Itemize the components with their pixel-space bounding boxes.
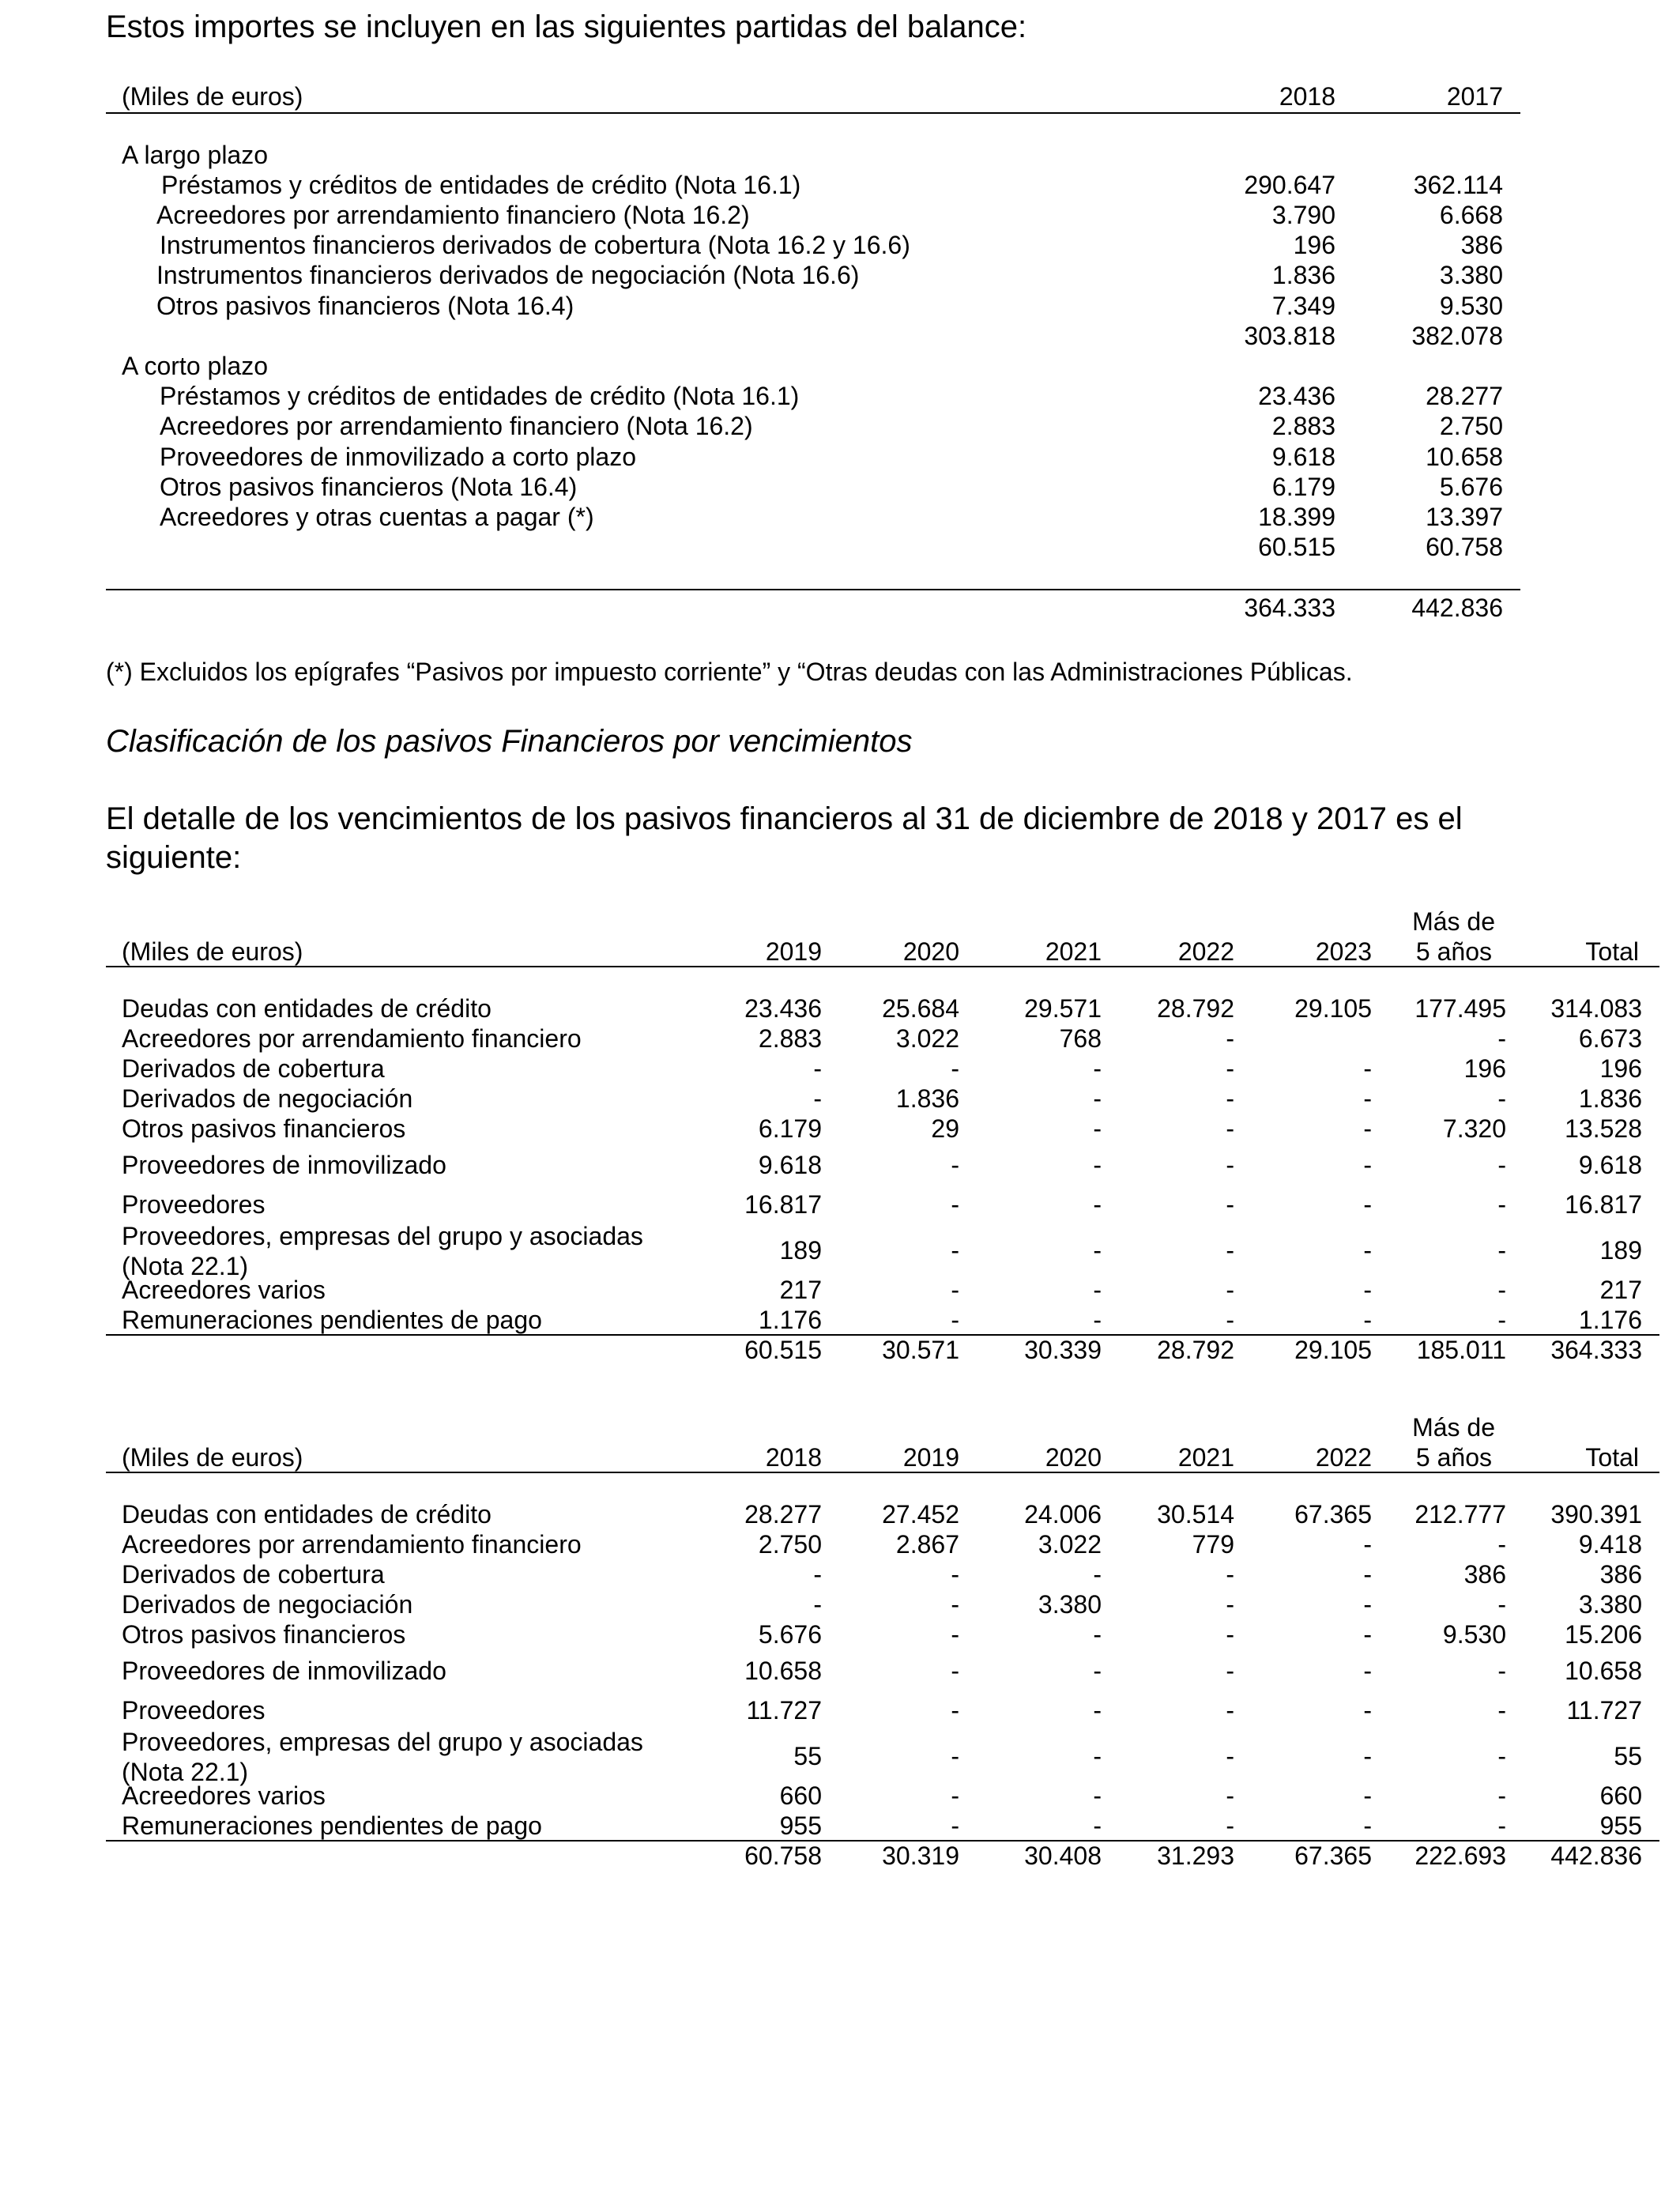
table-cell: 1.176 xyxy=(1578,1306,1642,1334)
value-2017: 6.668 xyxy=(1439,201,1503,229)
table-cell: 10.658 xyxy=(744,1657,822,1685)
table-cell: - xyxy=(951,1781,959,1810)
table-cell: - xyxy=(1363,1054,1372,1083)
table-cell: 7.320 xyxy=(1442,1114,1506,1143)
table-cell: - xyxy=(1497,1742,1506,1770)
grand-total-2017: 442.836 xyxy=(1411,594,1503,622)
table-cell: - xyxy=(1226,1742,1234,1770)
table-row xyxy=(106,201,1520,231)
table-cell: 15.206 xyxy=(1565,1620,1642,1649)
grand-total-2018: 364.333 xyxy=(1244,594,1335,622)
total-cell: 30.339 xyxy=(1024,1336,1102,1364)
maturity-table-2017 xyxy=(106,1415,1659,1889)
row-label: Acreedores por arrendamiento financiero xyxy=(122,1024,582,1053)
table-cell: - xyxy=(1226,1560,1234,1589)
table-cell: 386 xyxy=(1599,1560,1642,1589)
table-cell: 30.514 xyxy=(1157,1500,1234,1529)
column-header-total: Total xyxy=(1585,1443,1639,1472)
table-cell: 390.391 xyxy=(1550,1500,1642,1529)
table-cell: - xyxy=(1226,1657,1234,1685)
row-label: Derivados de cobertura xyxy=(122,1054,385,1083)
table-cell: - xyxy=(1093,1306,1102,1334)
header-rule xyxy=(106,966,1659,967)
table-cell: 2.883 xyxy=(758,1024,822,1053)
table-row xyxy=(106,171,1520,201)
table-cell: 212.777 xyxy=(1414,1500,1506,1529)
table-cell: - xyxy=(1226,1620,1234,1649)
table-cell: - xyxy=(813,1084,822,1113)
total-cell: 60.515 xyxy=(744,1336,822,1364)
table-cell: - xyxy=(1226,1811,1234,1840)
table-cell: - xyxy=(1226,1190,1234,1219)
total-cell: 30.571 xyxy=(882,1336,959,1364)
row-label: A corto plazo xyxy=(122,352,268,380)
table-cell: 27.452 xyxy=(882,1500,959,1529)
table-row xyxy=(106,473,1520,503)
row-label: Remuneraciones pendientes de pago xyxy=(122,1811,542,1840)
table-cell: - xyxy=(1497,1696,1506,1725)
table-cell: - xyxy=(1497,1236,1506,1265)
total-cell: 185.011 xyxy=(1416,1336,1506,1364)
column-header-2018: 2018 xyxy=(1279,82,1335,111)
table-cell: - xyxy=(1363,1560,1372,1589)
value-2017: 10.658 xyxy=(1426,443,1503,471)
table-cell: 660 xyxy=(1599,1781,1642,1810)
value-2017: 5.676 xyxy=(1439,473,1503,501)
table-cell: 67.365 xyxy=(1294,1500,1372,1529)
table-row xyxy=(106,412,1520,442)
row-label: Otros pasivos financieros (Nota 16.4) xyxy=(156,292,574,320)
table-cell: 23.436 xyxy=(744,994,822,1023)
table-cell: - xyxy=(1363,1114,1372,1143)
value-2018: 303.818 xyxy=(1244,322,1335,350)
table-cell: - xyxy=(1093,1276,1102,1304)
table-cell: - xyxy=(1226,1054,1234,1083)
table-cell: - xyxy=(1363,1236,1372,1265)
table-cell: - xyxy=(1093,1560,1102,1589)
row-label: Remuneraciones pendientes de pago xyxy=(122,1306,542,1334)
table-cell: 29 xyxy=(931,1114,959,1143)
table-cell: - xyxy=(1363,1276,1372,1304)
row-label: Derivados de negociación xyxy=(122,1084,413,1113)
table-cell: - xyxy=(1497,1657,1506,1685)
table-cell: 9.618 xyxy=(758,1151,822,1179)
row-label: Otros pasivos financieros (Nota 16.4) xyxy=(160,473,578,501)
unit-label: (Miles de euros) xyxy=(122,1443,303,1472)
row-label: Acreedores por arrendamiento financiero (Nota 16.2) xyxy=(156,201,750,229)
value-2018: 2.883 xyxy=(1271,412,1335,440)
table-cell: 779 xyxy=(1192,1530,1234,1559)
value-2017: 13.397 xyxy=(1426,503,1503,531)
table-cell: - xyxy=(1093,1114,1102,1143)
table-cell: - xyxy=(813,1054,822,1083)
row-label-note: (Nota 22.1) xyxy=(122,1252,249,1280)
value-2017: 3.380 xyxy=(1439,261,1503,289)
table-cell: - xyxy=(951,1657,959,1685)
section-paragraph: El detalle de los vencimientos de los pasivos financieros al 31 de diciembre de 2018 y 2017 es el siguiente: xyxy=(106,801,1463,875)
table-cell: - xyxy=(1093,1151,1102,1179)
table-cell: 9.530 xyxy=(1442,1620,1506,1649)
column-header: 2021 xyxy=(1177,1443,1234,1472)
table-cell: - xyxy=(1226,1151,1234,1179)
row-label: Derivados de cobertura xyxy=(122,1560,385,1589)
table-cell: - xyxy=(1497,1811,1506,1840)
table-row xyxy=(106,141,1520,171)
column-header: 2021 xyxy=(1045,937,1102,966)
column-header: 2022 xyxy=(1315,1443,1372,1472)
table-cell: - xyxy=(951,1054,959,1083)
table-row xyxy=(106,382,1520,412)
table-cell: - xyxy=(1363,1151,1372,1179)
table-cell: - xyxy=(813,1560,822,1589)
table-cell: 10.658 xyxy=(1565,1657,1642,1685)
row-label: Acreedores por arrendamiento financiero xyxy=(122,1530,582,1559)
table-cell: 9.418 xyxy=(1578,1530,1642,1559)
table-cell: 24.006 xyxy=(1024,1500,1102,1529)
table-cell: - xyxy=(951,1620,959,1649)
table-cell: - xyxy=(1497,1151,1506,1179)
table-cell: 29.571 xyxy=(1024,994,1102,1023)
column-header-more-than: Más de xyxy=(1412,907,1495,936)
row-label: A largo plazo xyxy=(122,141,269,169)
table-cell: 13.528 xyxy=(1565,1114,1642,1143)
value-2018: 18.399 xyxy=(1258,503,1335,531)
table-cell: - xyxy=(1363,1084,1372,1113)
table-cell: - xyxy=(951,1306,959,1334)
value-2017: 362.114 xyxy=(1413,171,1503,199)
row-label: Proveedores de inmovilizado a corto plazo xyxy=(160,443,636,471)
table-cell: 29.105 xyxy=(1294,994,1372,1023)
column-header-5-years: 5 años xyxy=(1415,937,1492,966)
table-cell: - xyxy=(1226,1696,1234,1725)
table-cell: 16.817 xyxy=(744,1190,822,1219)
header-rule xyxy=(106,1472,1659,1473)
table-cell: - xyxy=(1226,1024,1234,1053)
total-cell: 442.836 xyxy=(1550,1842,1642,1870)
table-cell: - xyxy=(1093,1657,1102,1685)
table-cell: - xyxy=(1363,1190,1372,1219)
value-2018: 1.836 xyxy=(1271,261,1335,289)
row-label: Instrumentos financieros derivados de negociación (Nota 16.6) xyxy=(156,261,860,289)
row-label: Instrumentos financieros derivados de cobertura (Nota 16.2 y 16.6) xyxy=(160,231,910,259)
table-cell: 955 xyxy=(779,1811,822,1840)
table-cell: - xyxy=(1093,1811,1102,1840)
table-row xyxy=(106,261,1520,291)
table-cell: - xyxy=(1497,1190,1506,1219)
table-cell: 28.277 xyxy=(744,1500,822,1529)
table-cell: 189 xyxy=(779,1236,822,1265)
total-cell: 60.758 xyxy=(744,1842,822,1870)
table-cell: - xyxy=(1363,1657,1372,1685)
section-heading: Clasificación de los pasivos Financieros por vencimientos xyxy=(106,724,913,759)
column-header-2017: 2017 xyxy=(1446,82,1503,111)
table-cell: - xyxy=(1497,1306,1506,1334)
table-cell: - xyxy=(813,1590,822,1619)
total-cell: 30.319 xyxy=(882,1842,959,1870)
row-label: Otros pasivos financieros xyxy=(122,1620,406,1649)
table-cell: - xyxy=(951,1742,959,1770)
table-cell: - xyxy=(951,1560,959,1589)
table-cell: - xyxy=(1497,1530,1506,1559)
table-cell: - xyxy=(1363,1696,1372,1725)
table-cell: - xyxy=(1093,1742,1102,1770)
table-cell: 5.676 xyxy=(758,1620,822,1649)
table-cell: - xyxy=(1363,1811,1372,1840)
table-cell: - xyxy=(1497,1590,1506,1619)
table-cell: 55 xyxy=(793,1742,822,1770)
table-cell: - xyxy=(1093,1084,1102,1113)
table-cell: 3.380 xyxy=(1578,1590,1642,1619)
row-label-note: (Nota 22.1) xyxy=(122,1758,249,1786)
total-cell: 222.693 xyxy=(1414,1842,1506,1870)
table-cell: - xyxy=(1363,1742,1372,1770)
table-row xyxy=(106,292,1520,322)
value-2017: 60.758 xyxy=(1426,533,1503,561)
total-cell: 67.365 xyxy=(1294,1842,1372,1870)
table-cell: 1.836 xyxy=(895,1084,959,1113)
table-cell: 3.022 xyxy=(1038,1530,1102,1559)
table-cell: - xyxy=(1497,1024,1506,1053)
table-cell: - xyxy=(1093,1054,1102,1083)
table-cell: - xyxy=(1226,1084,1234,1113)
table-row xyxy=(106,443,1520,473)
row-label: Deudas con entidades de crédito xyxy=(122,994,492,1023)
table-cell: - xyxy=(1363,1781,1372,1810)
table-cell: - xyxy=(1093,1190,1102,1219)
table-cell: 11.727 xyxy=(746,1696,822,1725)
table-cell: 660 xyxy=(779,1781,822,1810)
row-label: Proveedores, empresas del grupo y asociadas xyxy=(122,1222,643,1250)
table-cell: 16.817 xyxy=(1565,1190,1642,1219)
table-cell: - xyxy=(951,1276,959,1304)
value-2018: 60.515 xyxy=(1258,533,1335,561)
table-cell: - xyxy=(1226,1590,1234,1619)
table-cell: 1.176 xyxy=(758,1306,822,1334)
table-row xyxy=(106,231,1520,261)
table-cell: - xyxy=(1363,1590,1372,1619)
total-cell: 364.333 xyxy=(1550,1336,1642,1364)
row-label: Otros pasivos financieros xyxy=(122,1114,406,1143)
table-cell: - xyxy=(951,1811,959,1840)
balance-table-header xyxy=(106,79,1520,114)
row-label: Proveedores de inmovilizado xyxy=(122,1657,446,1685)
grand-total-row xyxy=(106,589,1520,622)
column-header: 2018 xyxy=(765,1443,822,1472)
table-cell: 25.684 xyxy=(882,994,959,1023)
table-cell: 768 xyxy=(1059,1024,1102,1053)
value-2017: 386 xyxy=(1460,231,1503,259)
total-cell: 29.105 xyxy=(1294,1336,1372,1364)
table-cell: 314.083 xyxy=(1550,994,1642,1023)
row-label: Derivados de negociación xyxy=(122,1590,413,1619)
table-cell: - xyxy=(951,1151,959,1179)
table-row xyxy=(106,503,1520,533)
table-cell: - xyxy=(1497,1276,1506,1304)
value-2018: 196 xyxy=(1293,231,1335,259)
table-cell: 177.495 xyxy=(1414,994,1506,1023)
row-label: Préstamos y créditos de entidades de crédito (Nota 16.1) xyxy=(160,382,800,410)
table-row xyxy=(106,533,1520,563)
table-cell: - xyxy=(1226,1276,1234,1304)
table-row xyxy=(106,322,1520,352)
table-cell: - xyxy=(1363,1306,1372,1334)
table-cell: 2.867 xyxy=(895,1530,959,1559)
table-cell: - xyxy=(1093,1236,1102,1265)
table-cell: 11.727 xyxy=(1566,1696,1642,1725)
table-cell: - xyxy=(951,1696,959,1725)
table-cell: - xyxy=(1093,1781,1102,1810)
row-label: Proveedores, empresas del grupo y asociadas xyxy=(122,1728,643,1756)
table-cell: 189 xyxy=(1599,1236,1642,1265)
table-row xyxy=(106,352,1520,382)
column-header: 2022 xyxy=(1177,937,1234,966)
row-label: Proveedores de inmovilizado xyxy=(122,1151,446,1179)
table-cell: 196 xyxy=(1599,1054,1642,1083)
column-header: 2019 xyxy=(765,937,822,966)
unit-label: (Miles de euros) xyxy=(122,82,303,111)
value-2017: 382.078 xyxy=(1411,322,1503,350)
table-cell: - xyxy=(951,1190,959,1219)
table-cell: 217 xyxy=(779,1276,822,1304)
value-2018: 3.790 xyxy=(1271,201,1335,229)
table-cell: - xyxy=(1093,1620,1102,1649)
row-label: Préstamos y créditos de entidades de crédito (Nota 16.1) xyxy=(161,171,801,199)
table-cell: 217 xyxy=(1599,1276,1642,1304)
maturity-table-2018 xyxy=(106,909,1659,1383)
value-2018: 290.647 xyxy=(1244,171,1335,199)
row-label: Proveedores xyxy=(122,1696,266,1725)
row-label: Acreedores por arrendamiento financiero (Nota 16.2) xyxy=(160,412,753,440)
column-header: 2020 xyxy=(1045,1443,1102,1472)
table-cell: - xyxy=(1363,1620,1372,1649)
table-cell: 28.792 xyxy=(1157,994,1234,1023)
unit-label: (Miles de euros) xyxy=(122,937,303,966)
column-header: 2023 xyxy=(1315,937,1372,966)
table-cell: - xyxy=(951,1590,959,1619)
value-2017: 2.750 xyxy=(1439,412,1503,440)
table-cell: 3.380 xyxy=(1038,1590,1102,1619)
value-2018: 7.349 xyxy=(1271,292,1335,320)
table-cell: - xyxy=(951,1236,959,1265)
table-cell: 6.179 xyxy=(758,1114,822,1143)
column-header-total: Total xyxy=(1585,937,1639,966)
table-cell: 55 xyxy=(1614,1742,1642,1770)
table-cell: 3.022 xyxy=(895,1024,959,1053)
table-cell: 196 xyxy=(1463,1054,1506,1083)
table-cell: - xyxy=(1226,1306,1234,1334)
column-header-5-years: 5 años xyxy=(1415,1443,1492,1472)
table-cell: - xyxy=(1497,1781,1506,1810)
value-2018: 23.436 xyxy=(1258,382,1335,410)
table-cell: 955 xyxy=(1599,1811,1642,1840)
table-cell: - xyxy=(1497,1084,1506,1113)
value-2017: 28.277 xyxy=(1426,382,1503,410)
total-cell: 28.792 xyxy=(1157,1336,1234,1364)
total-cell: 30.408 xyxy=(1024,1842,1102,1870)
table-cell: 9.618 xyxy=(1578,1151,1642,1179)
total-cell: 31.293 xyxy=(1157,1842,1234,1870)
table-cell: 6.673 xyxy=(1578,1024,1642,1053)
value-2018: 9.618 xyxy=(1271,443,1335,471)
column-header: 2019 xyxy=(902,1443,959,1472)
value-2018: 6.179 xyxy=(1271,473,1335,501)
row-label: Acreedores y otras cuentas a pagar (*) xyxy=(160,503,594,531)
row-label: Acreedores varios xyxy=(122,1276,326,1304)
table-cell: - xyxy=(1093,1696,1102,1725)
table-cell: 386 xyxy=(1463,1560,1506,1589)
intro-text: Estos importes se incluyen en las siguientes partidas del balance: xyxy=(106,9,1027,44)
table-cell: - xyxy=(1226,1236,1234,1265)
footnote: (*) Excluidos los epígrafes “Pasivos por impuesto corriente” y “Otras deudas con las Administraciones Públicas. xyxy=(106,658,1353,686)
row-label: Deudas con entidades de crédito xyxy=(122,1500,492,1529)
row-label: Proveedores xyxy=(122,1190,266,1219)
value-2017: 9.530 xyxy=(1439,292,1503,320)
table-cell: - xyxy=(1226,1781,1234,1810)
row-label: Acreedores varios xyxy=(122,1781,326,1810)
table-cell: 1.836 xyxy=(1578,1084,1642,1113)
column-header-more-than: Más de xyxy=(1412,1413,1495,1442)
column-header: 2020 xyxy=(902,937,959,966)
table-cell: - xyxy=(1226,1114,1234,1143)
table-cell: - xyxy=(1363,1530,1372,1559)
table-cell: 2.750 xyxy=(758,1530,822,1559)
